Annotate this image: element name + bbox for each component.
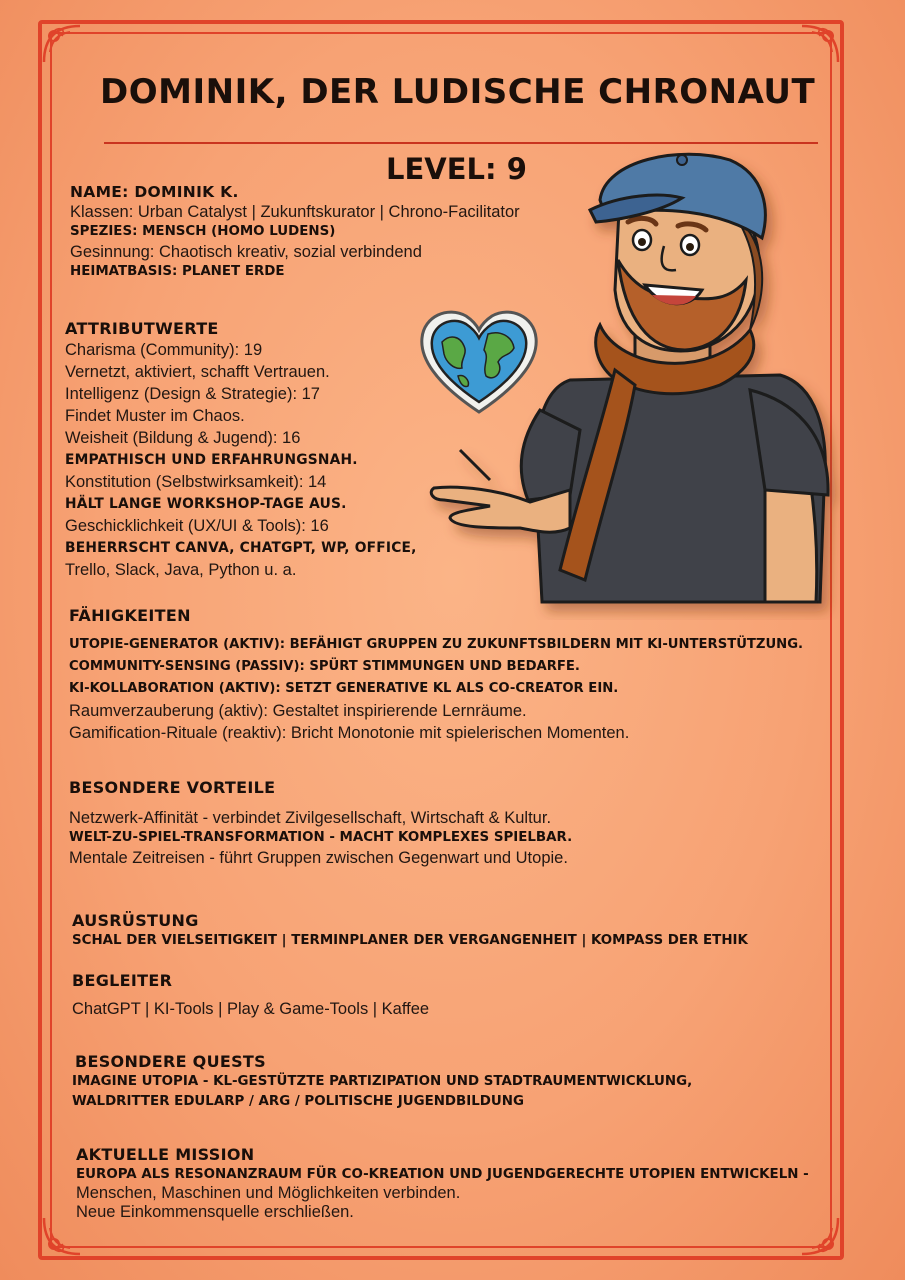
advantages-section	[69, 778, 572, 868]
companions-section	[72, 971, 429, 1019]
attributes-section	[65, 319, 417, 581]
profile-section	[70, 182, 520, 282]
equipment-heading: AUSRÜSTUNG	[72, 911, 199, 930]
skill-line: UTOPIE-GENERATOR (AKTIV): BEFÄHIGT GRUPPEN ZU ZUKUNFTSBILDERN MIT KI-UNTERSTÜTZUNG.	[69, 637, 804, 652]
attribute-line: BEHERRSCHT CANVA, CHATGPT, WP, OFFICE,	[65, 540, 417, 556]
advantages-heading: BESONDERE VORTEILE	[69, 778, 276, 797]
attribute-line: Charisma (Community): 19	[65, 341, 263, 359]
companions-heading: BEGLEITER	[72, 971, 173, 990]
heart-earth-icon	[414, 302, 544, 420]
attribute-line: Intelligenz (Design & Strategie): 17	[65, 385, 320, 403]
mission-section	[76, 1145, 809, 1222]
attribute-line: Trello, Slack, Java, Python u. a.	[65, 561, 297, 579]
advantage-line: Netzwerk-Affinität - verbindet Zivilgesellschaft, Wirtschaft & Kultur.	[69, 809, 552, 827]
name-label: NAME: DOMINIK K.	[70, 183, 239, 201]
companions-line: ChatGPT | KI-Tools | Play & Game-Tools | Kaffee	[72, 1000, 430, 1018]
attribute-line: Geschicklichkeit (UX/UI & Tools): 16	[65, 517, 329, 535]
skill-line: Raumverzauberung (aktiv): Gestaltet inspirierende Lernräume.	[69, 702, 527, 720]
alignment-text: Gesinnung: Chaotisch kreativ, sozial verbindend	[70, 243, 422, 261]
equipment-line: SCHAL DER VIELSEITIGKEIT | TERMINPLANER DER VERGANGENHEIT | KOMPASS DER ETHIK	[72, 933, 748, 948]
mission-line: Menschen, Maschinen und Möglichkeiten verbinden.	[76, 1184, 461, 1202]
mission-heading: AKTUELLE MISSION	[76, 1145, 255, 1164]
attribute-line: EMPATHISCH UND ERFAHRUNGSNAH.	[65, 452, 358, 468]
attribute-line: Findet Muster im Chaos.	[65, 407, 245, 425]
quest-line: WALDRITTER EDULARP / ARG / POLITISCHE JUGENDBILDUNG	[72, 1094, 524, 1109]
mission-line: Neue Einkommensquelle erschließen.	[76, 1203, 354, 1221]
skill-line: KI-KOLLABORATION (AKTIV): SETZT GENERATIVE KL ALS CO-CREATOR EIN.	[69, 681, 619, 696]
attribute-line: Konstitution (Selbstwirksamkeit): 14	[65, 473, 327, 491]
title-divider	[104, 142, 818, 144]
advantage-line: WELT-ZU-SPIEL-TRANSFORMATION - MACHT KOMPLEXES SPIELBAR.	[69, 830, 573, 845]
home-base-text: HEIMATBASIS: PLANET ERDE	[70, 264, 285, 279]
quests-section	[72, 1052, 692, 1112]
corner-ornament-icon	[40, 22, 84, 66]
skills-section	[69, 606, 803, 744]
advantage-line: Mentale Zeitreisen - führt Gruppen zwischen Gegenwart und Utopie.	[69, 849, 568, 867]
level-label: LEVEL: 9	[386, 152, 527, 186]
mission-line: EUROPA ALS RESONANZRAUM FÜR CO-KREATION UND JUGENDGERECHTE UTOPIEN ENTWICKELN -	[76, 1167, 809, 1182]
quest-line: IMAGINE UTOPIA - KL-GESTÜTZTE PARTIZIPATION UND STADTRAUMENTWICKLUNG,	[72, 1074, 693, 1089]
skills-heading: FÄHIGKEITEN	[69, 606, 191, 625]
attribute-line: Weisheit (Bildung & Jugend): 16	[65, 429, 301, 447]
attributes-heading: ATTRIBUTWERTE	[65, 319, 219, 338]
skill-line: Gamification-Rituale (reaktiv): Bricht Monotonie mit spielerischen Momenten.	[69, 724, 630, 742]
skill-line: COMMUNITY-SENSING (PASSIV): SPÜRT STIMMUNGEN UND BEDARFE.	[69, 659, 580, 674]
page-title: DOMINIK, DER LUDISCHE CHRONAUT	[100, 72, 816, 112]
corner-ornament-icon	[798, 22, 842, 66]
attribute-line: Vernetzt, aktiviert, schafft Vertrauen.	[65, 363, 330, 381]
attribute-line: HÄLT LANGE WORKSHOP-TAGE AUS.	[65, 496, 347, 512]
equipment-section	[72, 911, 748, 951]
quests-heading: BESONDERE QUESTS	[75, 1052, 266, 1071]
classes-text: Klassen: Urban Catalyst | Zukunftskurator | Chrono-Facilitator	[70, 203, 520, 221]
species-text: SPEZIES: MENSCH (HOMO LUDENS)	[70, 224, 336, 239]
